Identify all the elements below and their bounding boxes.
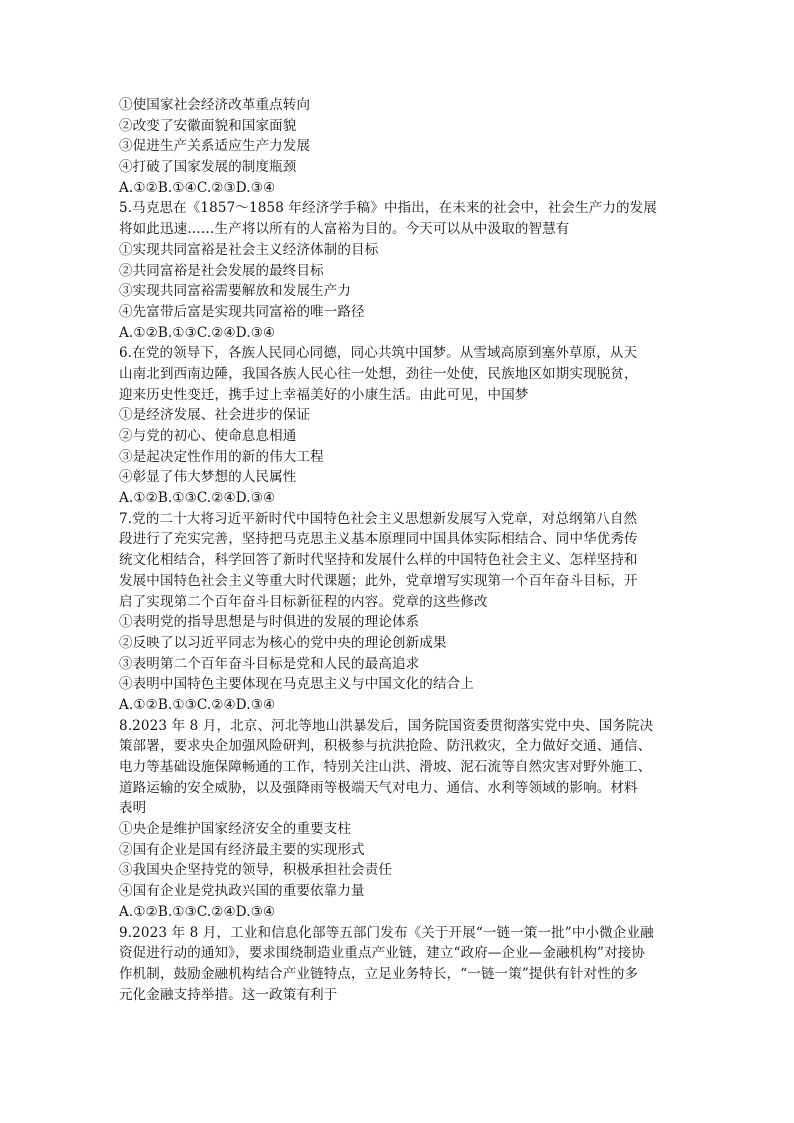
page-content [119,95,679,1005]
option-2: ②反映了以习近平同志为核心的党中央的理论创新成果 [119,634,447,651]
question-4-options [119,95,679,198]
answer-choices: A.①②B.①③C.②④D.③④ [119,324,276,341]
answer-choices: A.①②B.①③C.②④D.③④ [119,903,276,920]
answer-choices: A.①②B.①④C.②③D.③④ [119,179,276,196]
option-2: ②改变了安徽面貌和国家面貌 [119,117,297,134]
option-2: ②共同富裕是社会发展的最终目标 [119,262,324,279]
option-4: ④先富带后富是实现共同富裕的唯一路径 [119,303,365,320]
option-4: ④彰显了伟大梦想的人民属性 [119,469,297,486]
question-7 [119,509,679,716]
question-stem-line: 电力等基础设施保障畅通的工作，特别关注山洪、滑坡、泥石流等自然灾害对野外施工、 [119,759,652,775]
question-stem-line: 将如此迅速……生产将以所有的人富裕为目的。今天可以从中汲取的智慧有 [119,221,570,238]
option-1: ①央企是维护国家经济安全的重要支柱 [119,821,352,838]
question-stem-line: 发展中国特色社会主义等重大时代课题；此外，党章增写实现第一个百年奋斗目标，开 [119,572,638,589]
question-9 [119,923,679,1006]
question-6 [119,343,679,509]
question-stem-line: 统文化相结合，科学回答了新时代坚持和发展什么样的中国特色社会主义、怎样坚持和 [119,552,638,569]
question-stem-line: 9.2023 年 8 月，工业和信息化部等五部门发布《关于开展“一链一策一批”中小微企业融 [119,924,654,941]
question-stem-line: 表明 [119,800,147,817]
question-stem-line: 6.在党的领导下，各族人民同心同德，同心共筑中国梦。从雪域高原到塞外草原，从天 [119,345,638,362]
option-3: ③实现共同富裕需要解放和发展生产力 [119,283,352,300]
option-2: ②与党的初心、使命息息相通 [119,428,297,444]
question-5 [119,198,679,343]
question-stem-line: 启了实现第二个百年奋斗目标新征程的内容。党章的这些修改 [119,593,488,610]
option-4: ④打破了国家发展的制度瓶颈 [119,159,297,176]
option-1: ①实现共同富裕是社会主义经济体制的目标 [119,241,379,258]
option-1: ①是经济发展、社会进步的保证 [119,407,311,424]
option-1: ①表明党的指导思想是与时俱进的发展的理论体系 [119,614,420,631]
question-stem-line: 8.2023 年 8 月，北京、河北等地山洪暴发后，国务院国资委贯彻落实党中央、国务院决 [119,717,654,734]
question-stem-line: 7.党的二十大将习近平新时代中国特色社会主义思想新发展写入党章，对总纲第八自然 [119,510,638,527]
question-stem-line: 段进行了充实完善，坚持把马克思主义基本原理同中国具体实际相结合、同中华优秀传 [119,531,638,548]
question-stem-line: 迎来历史性变迁，携手过上幸福美好的小康生活。由此可见，中国梦 [119,386,529,403]
option-3: ③促进生产关系适应生产力发展 [119,138,311,155]
option-2: ②国有企业是国有经济最主要的实现形式 [119,841,365,858]
option-3: ③表明第二个百年奋斗目标是党和人民的最高追求 [119,655,420,672]
answer-choices: A.①②B.①③C.②④D.③④ [119,490,276,507]
option-4: ④国有企业是党执政兴国的重要依靠力量 [119,883,365,900]
question-8 [119,716,679,923]
option-1: ①使国家社会经济改革重点转向 [119,97,311,113]
option-3: ③是起决定性作用的新的伟大工程 [119,448,324,465]
option-4: ④表明中国特色主要体现在马克思主义与中国文化的结合上 [119,676,474,693]
answer-choices: A.①②B.①③C.②④D.③④ [119,696,276,713]
question-stem-line: 道路运输的安全威胁，以及强降雨等极端天气对电力、通信、水利等领域的影响。材料 [119,779,638,796]
question-stem-line: 作机制，鼓励金融机构结合产业链特点，立足业务特长，“一链一策”提供有针对性的多 [119,965,639,982]
option-3: ③我国央企坚持党的领导，积极承担社会责任 [119,862,392,879]
question-stem-line: 山南北到西南边陲，我国各族人民心往一处想，劲往一处使，民族地区如期实现脱贫， [119,365,638,382]
question-stem-line: 元化金融支持举措。这一政策有利于 [119,986,338,1003]
question-stem-line: 资促进行动的通知》，要求围绕制造业重点产业链，建立“政府—企业—金融机构”对接协 [119,945,646,962]
question-stem-line: 5.马克思在《1857～1858 年经济学手稿》中指出，在未来的社会中，社会生产力的发展 [119,200,657,217]
question-stem-line: 策部署，要求央企加强风险研判，积极参与抗洪抢险、防汛救灾，全力做好交通、通信、 [119,738,652,755]
